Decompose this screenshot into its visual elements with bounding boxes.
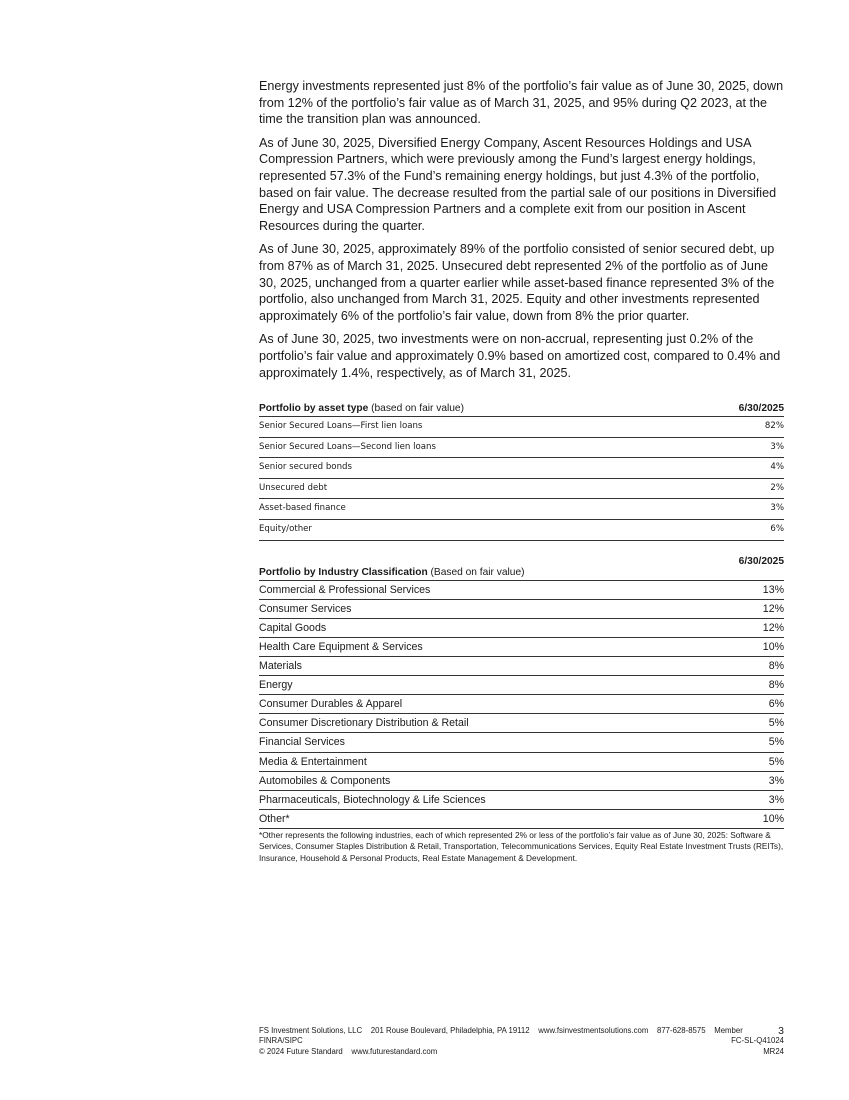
footer-line-2 (259, 1036, 784, 1046)
paragraph-senior-secured-debt: As of June 30, 2025, approximately 89% of the portfolio consisted of senior secured debt, up from 87% as of March 31, 2025. Unsecured debt represented 2% of the portfolio as of June 30, 2025, unchanged from a quarter earlier while asset-based finance represented 3% of the portfolio, also unchanged from March 31, 2025. Equity and other investments represented approximately 6% of the portfolio’s fair value, down from 8% the prior quarter. (259, 242, 775, 323)
table-row (259, 438, 784, 459)
row-label: Consumer Services (259, 602, 352, 615)
industry-table-date: 6/30/2025 (738, 555, 784, 567)
table-row (259, 714, 784, 733)
industry-table (259, 556, 784, 865)
row-value: 12% (762, 621, 784, 634)
row-value: 6% (770, 524, 784, 535)
row-label: Consumer Durables & Apparel (259, 698, 403, 711)
row-value: 5% (768, 736, 784, 749)
paragraph-non-accrual: As of June 30, 2025, two investments were on non-accrual, representing just 0.2% of the portfolio’s fair value and approximately 0.9% based on amortized cost, compared to 0.4% and approximately 1.4%, respectively, as of March 31, 2025. (259, 332, 781, 380)
row-value: 82% (764, 421, 784, 432)
row-label: Capital Goods (259, 621, 327, 634)
row-value: 5% (768, 717, 784, 730)
row-value: 4% (770, 462, 784, 473)
industry-footnote: *Other represents the following industries, each of which represented 2% or less of the portfolio’s fair value as of June 30, 2025: Software & Services, Consumer Staples Distribution & Retail, Transportation, Telecommunications Services, Equity Real Estate Investment Trusts (REITs), Insurance, Household & Personal Products, Real Estate Management & Development. (259, 829, 784, 864)
industry-title-rest: (Based on fair value) (427, 566, 525, 578)
row-value: 6% (768, 698, 784, 711)
footer-mr-code: MR24 (763, 1046, 784, 1056)
footer-doc-code: FC-SL-Q41024 (731, 1036, 784, 1046)
table-row (259, 810, 784, 829)
asset-type-title-rest: (based on fair value) (368, 403, 464, 415)
asset-type-table-date: 6/30/2025 (738, 403, 784, 415)
row-label: Commercial & Professional Services (259, 583, 431, 596)
row-label: Financial Services (259, 736, 345, 749)
row-value: 8% (768, 660, 784, 673)
footer-copyright: © 2024 Future Standard www.futurestandard.com (259, 1046, 438, 1056)
row-label: Automobiles & Components (259, 774, 391, 787)
row-label: Senior Secured Loans—First lien loans (259, 421, 423, 432)
page-footer (259, 1026, 784, 1057)
table-row (259, 479, 784, 500)
table-row (259, 417, 784, 438)
row-label: Senior Secured Loans—Second lien loans (259, 441, 436, 452)
paragraph-energy-investments: Energy investments represented just 8% of the portfolio’s fair value as of June 30, 2025, down from 12% of the portfolio’s fair value as of March 31, 2025, and 95% during Q2 2023, at the time the transition plan was announced. (259, 79, 784, 127)
row-label: Media & Entertainment (259, 755, 367, 768)
footer-line-3 (259, 1047, 784, 1057)
page-number: 3 (778, 1025, 784, 1037)
paragraph-energy-holdings: As of June 30, 2025, Diversified Energy Company, Ascent Resources Holdings and USA Compression Partners, which were previously among the Fund’s largest energy holdings, represented 57.3% of the Fund’s remaining energy holdings, but just 4.3% of the portfolio, based on fair value. The decrease resulted from the partial sale of our positions in Diversified Energy and USA Compression Partners and a complete exit from our position in Ascent Resources during the quarter. (259, 135, 777, 233)
row-value: 3% (770, 503, 784, 514)
row-label: Pharmaceuticals, Biotechnology & Life Sciences (259, 793, 486, 806)
row-value: 10% (762, 812, 784, 825)
asset-type-table (259, 403, 784, 541)
industry-table-title (259, 567, 525, 578)
row-label: Senior secured bonds (259, 462, 352, 473)
row-value: 12% (762, 602, 784, 615)
table-row (259, 657, 784, 676)
row-label: Energy (259, 679, 293, 692)
footer-line-1 (259, 1026, 784, 1036)
asset-type-table-header (259, 403, 784, 417)
row-label: Asset-based finance (259, 503, 346, 514)
asset-type-title-bold: Portfolio by asset type (259, 403, 369, 415)
asset-type-table-title (259, 403, 464, 414)
table-row (259, 695, 784, 714)
table-row (259, 733, 784, 752)
asset-type-rows (259, 417, 784, 541)
table-row (259, 499, 784, 520)
main-content (259, 78, 784, 865)
industry-table-header (259, 556, 784, 581)
row-label: Health Care Equipment & Services (259, 640, 423, 653)
table-row (259, 676, 784, 695)
row-value: 13% (762, 583, 784, 596)
row-value: 5% (768, 755, 784, 768)
row-label: Materials (259, 660, 302, 673)
row-label: Other* (259, 812, 290, 825)
row-value: 10% (762, 640, 784, 653)
row-label: Equity/other (259, 524, 312, 535)
table-row (259, 638, 784, 657)
table-row (259, 600, 784, 619)
row-label: Unsecured debt (259, 482, 328, 493)
footer-finra: FINRA/SIPC (259, 1036, 303, 1046)
table-row (259, 619, 784, 638)
table-row (259, 581, 784, 600)
table-row (259, 753, 784, 772)
row-value: 8% (768, 679, 784, 692)
footer-company-info: FS Investment Solutions, LLC 201 Rouse Boulevard, Philadelphia, PA 19112 www.fsinvestmentsolutions.com 877-628-8575 Member (259, 1026, 743, 1035)
table-row (259, 772, 784, 791)
table-row (259, 791, 784, 810)
table-row (259, 520, 784, 541)
row-value: 3% (768, 793, 784, 806)
row-value: 2% (770, 482, 784, 493)
row-value: 3% (768, 774, 784, 787)
row-label: Consumer Discretionary Distribution & Retail (259, 717, 469, 730)
industry-rows (259, 581, 784, 829)
table-row (259, 458, 784, 479)
row-value: 3% (770, 441, 784, 452)
industry-title-bold: Portfolio by Industry Classification (259, 566, 428, 578)
